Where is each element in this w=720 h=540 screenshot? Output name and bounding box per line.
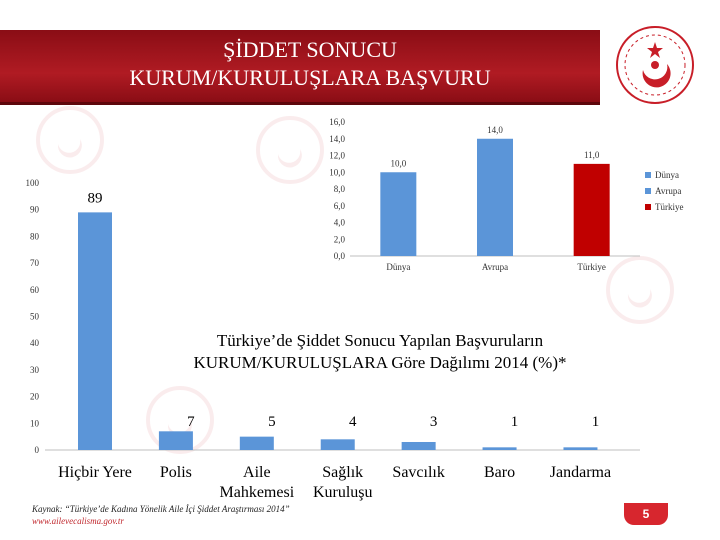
inset-y-tick-label: 0,0 (333, 251, 345, 261)
page-title-line-2: KURUM/KURULUŞLARA BAŞVURU (129, 65, 491, 90)
y-tick-label: 90 (30, 204, 39, 215)
y-tick-label: 0 (34, 445, 39, 455)
y-tick-label: 10 (30, 418, 39, 429)
inset-y-tick-label: 16,0 (329, 117, 345, 127)
category-label: Savcılık (392, 464, 445, 481)
legend-swatch (645, 204, 651, 210)
bar-data-label: 89 (87, 190, 103, 207)
category-label: Kuruluşu (312, 484, 373, 501)
inset-category-label: Türkiye (577, 262, 606, 272)
y-tick-label: 100 (25, 178, 39, 188)
category-label: Jandarma (549, 464, 612, 481)
y-tick-label: 60 (30, 284, 39, 295)
y-tick-label: 50 (30, 311, 39, 322)
page-number-badge: 5 (624, 503, 668, 525)
y-tick-label: 20 (30, 391, 39, 402)
source-note: Kaynak: “Türkiye’de Kadına Yönelik Aile İçi Şiddet Araştırması 2014” (32, 504, 290, 514)
inset-category-label: Dünya (386, 262, 411, 272)
page-title-line-1: ŞİDDET SONUCU (223, 37, 397, 62)
legend-label: Dünya (655, 170, 679, 180)
inset-bar (574, 164, 610, 256)
inset-category-label: Avrupa (481, 262, 509, 272)
inset-y-tick-label: 2,0 (333, 234, 345, 245)
legend-label: Türkiye (655, 202, 684, 212)
category-label: Polis (159, 464, 192, 481)
category-label: Aile (243, 464, 271, 481)
inset-bar-data-label: 11,0 (583, 149, 600, 160)
inset-y-tick-label: 4,0 (333, 217, 345, 228)
bar-data-label: 4 (348, 414, 357, 430)
inset-bar-data-label: 10,0 (390, 158, 407, 169)
legend-label: Avrupa (655, 186, 682, 196)
inset-y-tick-label: 6,0 (333, 200, 345, 211)
y-tick-label: 30 (30, 364, 39, 375)
category-label: Hiçbir Yere (58, 464, 132, 481)
inset-y-tick-label: 14,0 (329, 133, 345, 144)
category-label: Mahkemesi (219, 484, 295, 501)
category-label: Sağlık (322, 464, 364, 481)
y-tick-label: 40 (30, 338, 39, 349)
bar-data-label: 7 (187, 414, 195, 430)
inset-y-tick-label: 8,0 (333, 184, 345, 194)
website-link[interactable]: www.ailevecalisma.gov.tr (32, 516, 124, 526)
chart-caption: Türkiye’de Şiddet Sonucu Yapılan Başvuruların KURUM/KURULUŞLARA Göre Dağılımı 2014 (%)* (193, 331, 567, 372)
category-label: Baro (483, 464, 516, 481)
y-tick-label: 70 (30, 258, 39, 269)
inset-bar (380, 172, 416, 256)
bar-data-label: 1 (510, 414, 519, 430)
inset-bar (477, 139, 513, 256)
bar-data-label: 5 (268, 414, 276, 430)
inset-y-tick-label: 10,0 (329, 167, 345, 178)
bar-data-label: 1 (591, 414, 600, 430)
y-tick-label: 80 (30, 231, 39, 242)
legend-swatch (645, 188, 651, 194)
legend-swatch (645, 172, 651, 178)
bar-data-label: 3 (429, 414, 438, 430)
inset-bar-data-label: 14,0 (487, 124, 503, 135)
inset-y-tick-label: 12,0 (329, 150, 345, 161)
